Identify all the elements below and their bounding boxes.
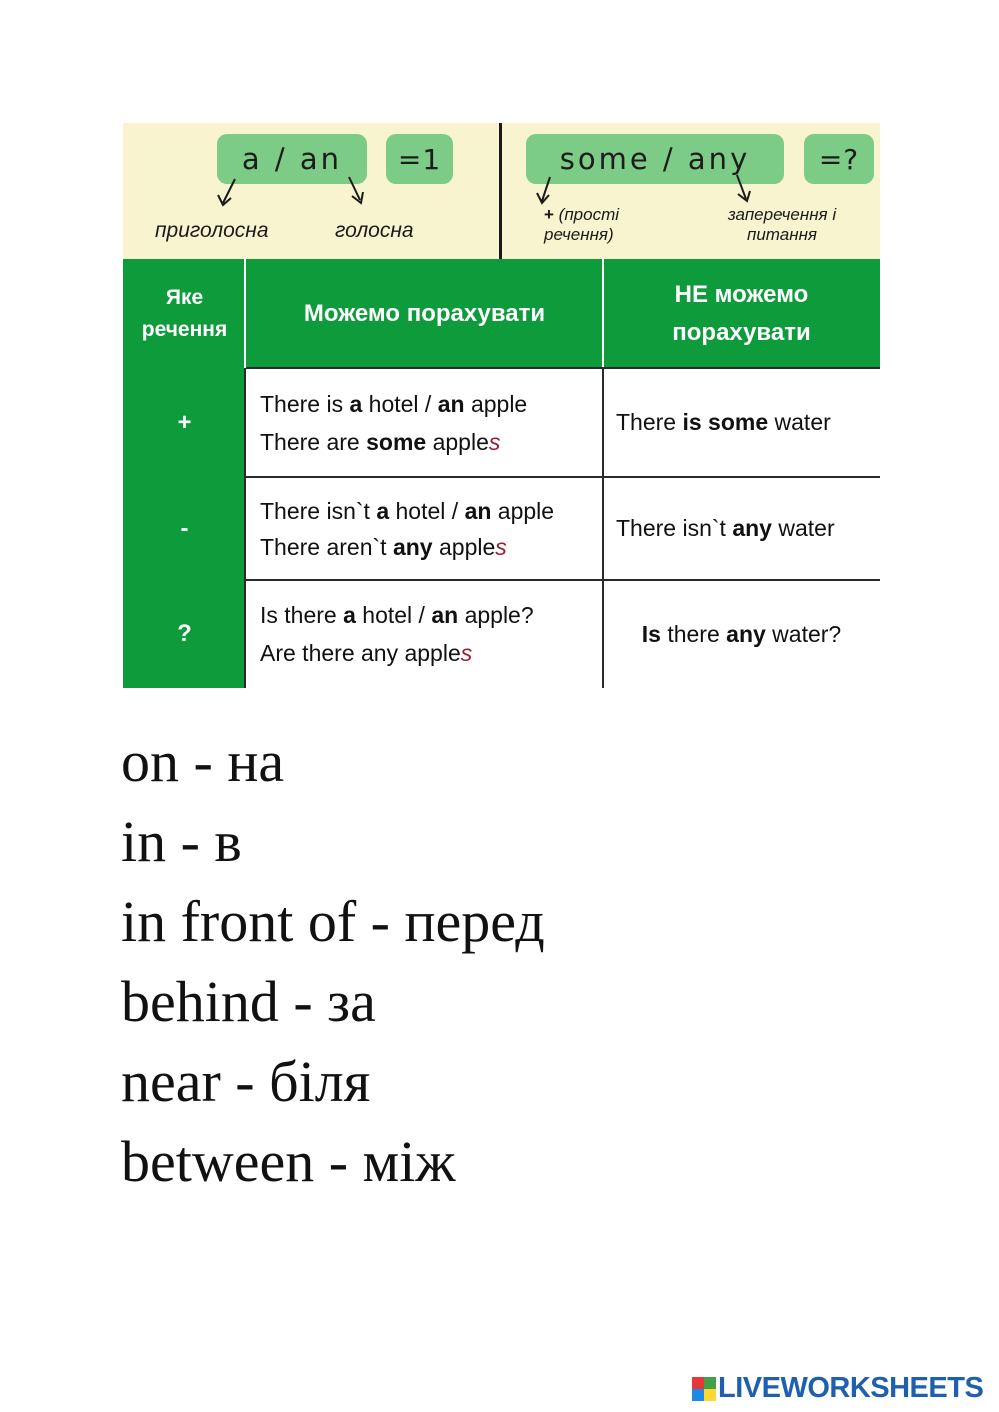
uncountable-cell: There is some water bbox=[616, 409, 831, 435]
list-item: in front of - перед bbox=[121, 889, 545, 954]
negative-symbol: - bbox=[123, 477, 246, 580]
table-row bbox=[123, 477, 880, 580]
positive-symbol: + bbox=[123, 368, 246, 477]
list-item: on - на bbox=[121, 729, 285, 794]
countable-cell: There isn`t a hotel / an apple There aren`t any apples bbox=[260, 497, 555, 560]
table-header-row bbox=[123, 259, 880, 368]
logo-icon bbox=[692, 1377, 716, 1401]
grammar-header bbox=[123, 123, 880, 260]
countable-header: Можемо порахувати bbox=[246, 259, 603, 368]
consonant-label: приголосна bbox=[155, 219, 269, 242]
list-item: in - в bbox=[121, 809, 242, 874]
positive-sentences-note: + (прості речення) bbox=[544, 205, 620, 244]
header-arrows bbox=[123, 123, 880, 260]
uncountable-cell: There isn`t any water bbox=[616, 515, 835, 541]
uncountable-cell: Is there any water? bbox=[641, 620, 842, 647]
vowel-label: голосна bbox=[335, 219, 414, 242]
table-hline bbox=[246, 476, 880, 478]
table-hline bbox=[246, 367, 880, 369]
table-vline bbox=[602, 368, 604, 688]
table-row bbox=[123, 368, 880, 477]
sentence-type-header: Яке речення bbox=[123, 259, 246, 368]
table-vline bbox=[244, 368, 246, 688]
uncountable-header: НЕ можемо порахувати bbox=[603, 259, 880, 368]
equals-one-pill: =1 bbox=[386, 134, 453, 184]
logo-text: LIVEWORKSHEETS bbox=[718, 1372, 984, 1404]
some-any-pill: some / any bbox=[526, 134, 784, 184]
countable-cell: Is there a hotel / an apple? Are there any apples bbox=[260, 602, 534, 666]
countable-cell: There is a hotel / an apple There are some apples bbox=[260, 390, 528, 455]
header-divider-1 bbox=[244, 259, 246, 368]
negative-questions-note: заперечення і питання bbox=[727, 205, 837, 244]
liveworksheets-logo[interactable] bbox=[692, 1372, 983, 1405]
equals-question-pill: =? bbox=[804, 134, 874, 184]
table-row bbox=[123, 580, 880, 688]
a-an-pill: a / an bbox=[217, 134, 367, 184]
header-divider-2 bbox=[602, 259, 604, 368]
prepositions-list bbox=[121, 722, 545, 1202]
question-symbol: ? bbox=[123, 580, 246, 688]
table-hline bbox=[246, 579, 880, 581]
list-item: between - між bbox=[121, 1129, 456, 1194]
list-item: behind - за bbox=[121, 969, 376, 1034]
list-item: near - біля bbox=[121, 1049, 371, 1114]
